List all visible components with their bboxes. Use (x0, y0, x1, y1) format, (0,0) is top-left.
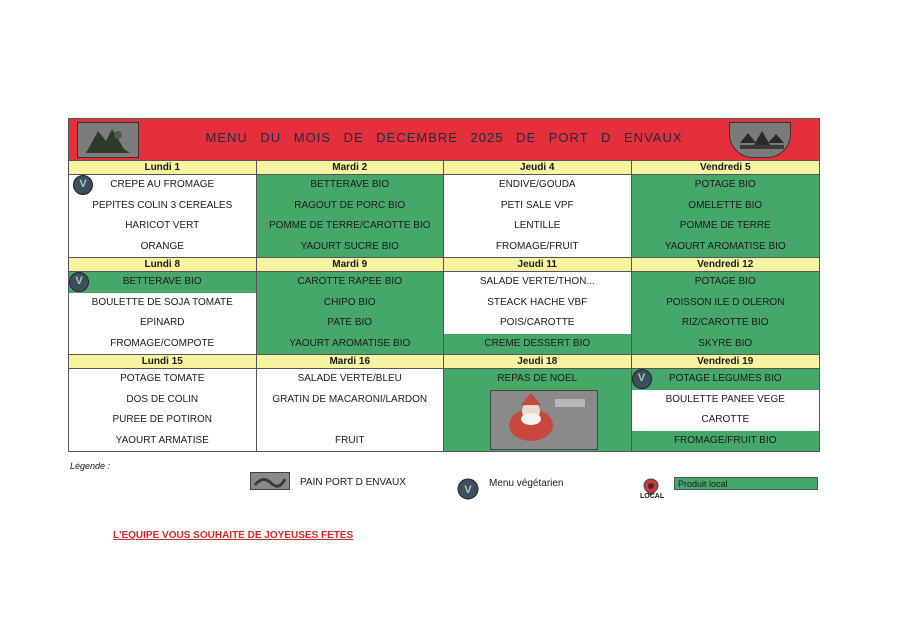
menu-item-bio: YAOURT AROMATISE BIO (257, 334, 444, 355)
bio-legend-swatch: Produit local (674, 477, 818, 490)
menu-item-bio: CREME DESSERT BIO (444, 334, 631, 355)
day-header: Jeudi 4 (444, 161, 632, 174)
menu-item: BOULETTE DE SOJA TOMATE (91, 296, 233, 308)
menu-item: FRUIT (335, 434, 365, 446)
day-header: Vendredi 5 (699, 162, 751, 173)
menu-item: BOULETTE PANEE VEGE (665, 393, 785, 405)
week-3-body (69, 369, 819, 451)
day-header: Jeudi 11 (444, 258, 632, 271)
menu-item: LENTILLE (514, 220, 561, 231)
menu-item-bio: RIZ/CAROTTE BIO (632, 313, 820, 334)
week-3-header (69, 355, 819, 369)
week-2-body (69, 272, 819, 355)
day-column (632, 272, 820, 354)
vegetarian-icon (73, 175, 93, 195)
santa-picture-icon (490, 390, 598, 450)
day-header: Vendredi 12 (697, 259, 754, 270)
menu-item: PETI SALE VPF (500, 199, 574, 211)
day-column (257, 175, 445, 257)
menu-item: ORANGE (140, 240, 184, 252)
day-column (69, 369, 257, 451)
pain-legend-text: PAIN PORT D ENVAUX (300, 477, 406, 488)
menu-item-bio: SKYRE BIO (632, 334, 820, 355)
menu-item-bio: YAOURT AROMATISE BIO (632, 237, 820, 258)
menu-item-bio: REPAS DE NOEL (497, 373, 578, 384)
menu-item: YAOURT ARMATISE (115, 434, 209, 446)
day-header: Vendredi 19 (697, 356, 754, 367)
menu-item-bio: PATE BIO (257, 313, 444, 334)
menu-item-bio: POTAGE BIO (632, 175, 820, 196)
day-column (257, 272, 445, 354)
menu-item-bio: POMME DE TERRE/CAROTTE BIO (257, 216, 444, 237)
town-crest-icon (729, 122, 791, 158)
menu-item: EPINARD (140, 317, 185, 328)
menu-item: CAROTTE (701, 414, 750, 425)
menu-item: SALADE VERTE/BLEU (297, 373, 402, 384)
menu-item: GRATIN DE MACARONI/LARDON (272, 393, 428, 405)
day-header: Mardi 2 (257, 161, 445, 174)
day-header: Mardi 9 (257, 258, 445, 271)
week-1-body (69, 175, 819, 258)
vegetarian-legend-text: Menu végétarien (489, 478, 564, 489)
menu-item-bio: POTAGE LEGUMES BIO (632, 369, 820, 390)
menu-item-bio: BETTERAVE BIO (69, 272, 256, 293)
day-column (444, 272, 632, 354)
menu-item: FROMAGE/COMPOTE (110, 337, 215, 349)
menu-item: STEACK HACHE VBF (487, 296, 588, 308)
menu-title: MENU DU MOIS DE DECEMBRE 2025 DE PORT D ENVAUX (205, 130, 683, 145)
day-header: Lundi 8 (69, 258, 257, 271)
menu-item-bio: YAOURT SUCRE BIO (257, 237, 444, 258)
menu-table (68, 118, 820, 452)
day-column (69, 175, 257, 257)
legend-label: Légende : (70, 461, 111, 471)
week-1-header (69, 161, 819, 175)
menu-item: SALADE VERTE/THON... (479, 276, 595, 287)
menu-item-bio: OMELETTE BIO (632, 196, 820, 217)
menu-item-bio: CAROTTE RAPEE BIO (257, 272, 444, 293)
pain-legend-icon (250, 472, 290, 490)
day-column (257, 369, 445, 451)
menu-item: PUREE DE POTIRON (112, 414, 212, 425)
day-column (444, 369, 632, 451)
vegetarian-icon (632, 369, 652, 389)
menu-item-bio: RAGOUT DE PORC BIO (257, 196, 444, 217)
menu-title-bar (69, 119, 819, 161)
day-column (632, 369, 820, 451)
day-header: Mardi 16 (257, 355, 445, 368)
week-2-header (69, 258, 819, 272)
day-header: Lundi 1 (69, 161, 257, 174)
vegetarian-legend-icon (457, 478, 479, 500)
menu-item: CREPE AU FROMAGE (110, 179, 215, 190)
menu-item: POIS/CAROTTE (500, 317, 575, 328)
menu-item-bio: FROMAGE/FRUIT BIO (632, 431, 820, 452)
menu-item: ENDIVE/GOUDA (498, 179, 576, 190)
menu-item-bio: POTAGE BIO (632, 272, 820, 293)
menu-item (257, 410, 444, 431)
holiday-greeting: L'EQUIPE VOUS SOUHAITE DE JOYEUSES FETES (113, 530, 354, 541)
menu-item: HARICOT VERT (125, 220, 200, 231)
menu-item-bio: CHIPO BIO (257, 293, 444, 314)
day-header: Jeudi 18 (444, 355, 632, 368)
day-column (632, 175, 820, 257)
menu-item: FROMAGE/FRUIT (495, 240, 579, 252)
menu-item-bio: POISSON ILE D OLERON (632, 293, 820, 314)
svg-text:V: V (464, 484, 472, 496)
menu-item: DOS DE COLIN (126, 393, 199, 405)
vegetarian-icon (69, 272, 89, 292)
day-header: Lundi 15 (69, 355, 257, 368)
local-badge: LOCAL (640, 493, 665, 500)
day-column (444, 175, 632, 257)
menu-item: POTAGE TOMATE (120, 373, 205, 384)
menu-item: PEPITES COLIN 3 CEREALES (92, 199, 233, 211)
day-column (69, 272, 257, 354)
menu-item-bio: POMME DE TERRE (632, 216, 820, 237)
menu-item-bio: BETTERAVE BIO (257, 175, 444, 196)
